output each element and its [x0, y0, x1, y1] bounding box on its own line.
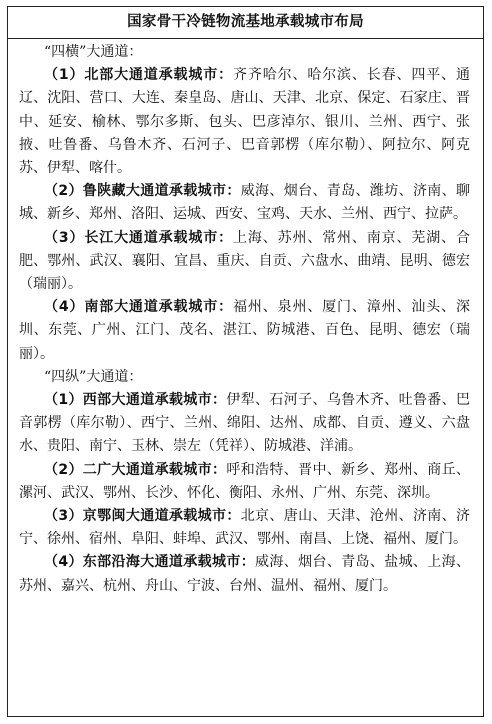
- corridor-paragraph: [19, 227, 470, 297]
- table-body: [8, 39, 483, 598]
- corridor-name: （1）西部大通道承载城市：: [44, 392, 227, 409]
- corridor-name: （2）鲁陕藏大通道承载城市：: [44, 183, 241, 200]
- corridor-cities: 上海、苏州、常州、南京、芜湖、合肥、鄂州、武汉、襄阳、宜昌、重庆、自贡、六盘水、曲靖、昆明、德宏（瑞丽）。: [19, 229, 470, 293]
- corridor-name: （4）南部大通道承载城市：: [44, 299, 233, 316]
- corridor-paragraph: [19, 459, 470, 505]
- corridor-paragraph: [19, 64, 470, 180]
- group-heading-four-vertical: “四纵”大通道：: [44, 368, 143, 385]
- corridor-name: （1）北部大通道承载城市：: [44, 67, 233, 84]
- corridor-paragraph: [19, 505, 470, 551]
- corridor-cities: 伊犁、石河子、乌鲁木齐、吐鲁番、巴音郭楞（库尔勒）、西宁、兰州、绵阳、达州、成都、自贡、遵义、六盘水、贵阳、南宁、玉林、崇左（凭祥）、防城港、洋浦。: [19, 392, 470, 455]
- corridor-paragraph: [19, 389, 470, 459]
- corridor-paragraph: [19, 551, 470, 597]
- corridor-cities: 齐齐哈尔、哈尔滨、长春、四平、通辽、沈阳、营口、大连、秦皇岛、唐山、天津、北京、保定、石家庄、晋中、延安、榆林、鄂尔多斯、包头、巴彦淖尔、银川、兰州、西宁、张掖、吐鲁番、乌鲁木齐、石河子、巴音郭楞（库尔勒）、阿拉尔、阿克苏、伊犁、喀什。: [19, 67, 470, 177]
- corridor-cities: 北京、唐山、天津、沧州、济南、济宁、徐州、宿州、阜阳、蚌埠、武汉、鄂州、南昌、上饶、福州、厦门。: [19, 508, 471, 548]
- corridor-name: （2）二广大通道承载城市：: [44, 461, 227, 478]
- group-heading-four-horizontal: “四横”大通道：: [44, 44, 143, 60]
- corridor-cities: 威海、烟台、青岛、潍坊、济南、聊城、新乡、郑州、洛阳、运城、西安、宝鸡、天水、兰州、西宁、拉萨。: [19, 183, 471, 223]
- table-title: 国家骨干冷链物流基地承载城市布局: [8, 7, 483, 39]
- corridor-paragraph: [19, 180, 470, 226]
- corridor-paragraph: [19, 296, 470, 366]
- corridor-name: （3）长江大通道承载城市：: [44, 229, 233, 246]
- corridor-cities: 威海、烟台、青岛、盐城、上海、苏州、嘉兴、杭州、舟山、宁波、台州、温州、福州、厦门。: [19, 554, 470, 594]
- corridor-cities: 福州、泉州、厦门、漳州、汕头、深圳、东莞、广州、江门、茂名、湛江、防城港、百色、昆明、德宏（瑞丽）。: [19, 299, 470, 362]
- corridor-name: （3）京鄂闽大通道承载城市：: [44, 508, 241, 525]
- layout-table: [7, 6, 484, 717]
- corridor-name: （4）东部沿海大通道承载城市：: [44, 554, 256, 571]
- corridor-cities: 呼和浩特、晋中、新乡、郑州、商丘、漯河、武汉、鄂州、长沙、怀化、衡阳、永州、广州、东莞、深圳。: [19, 461, 470, 501]
